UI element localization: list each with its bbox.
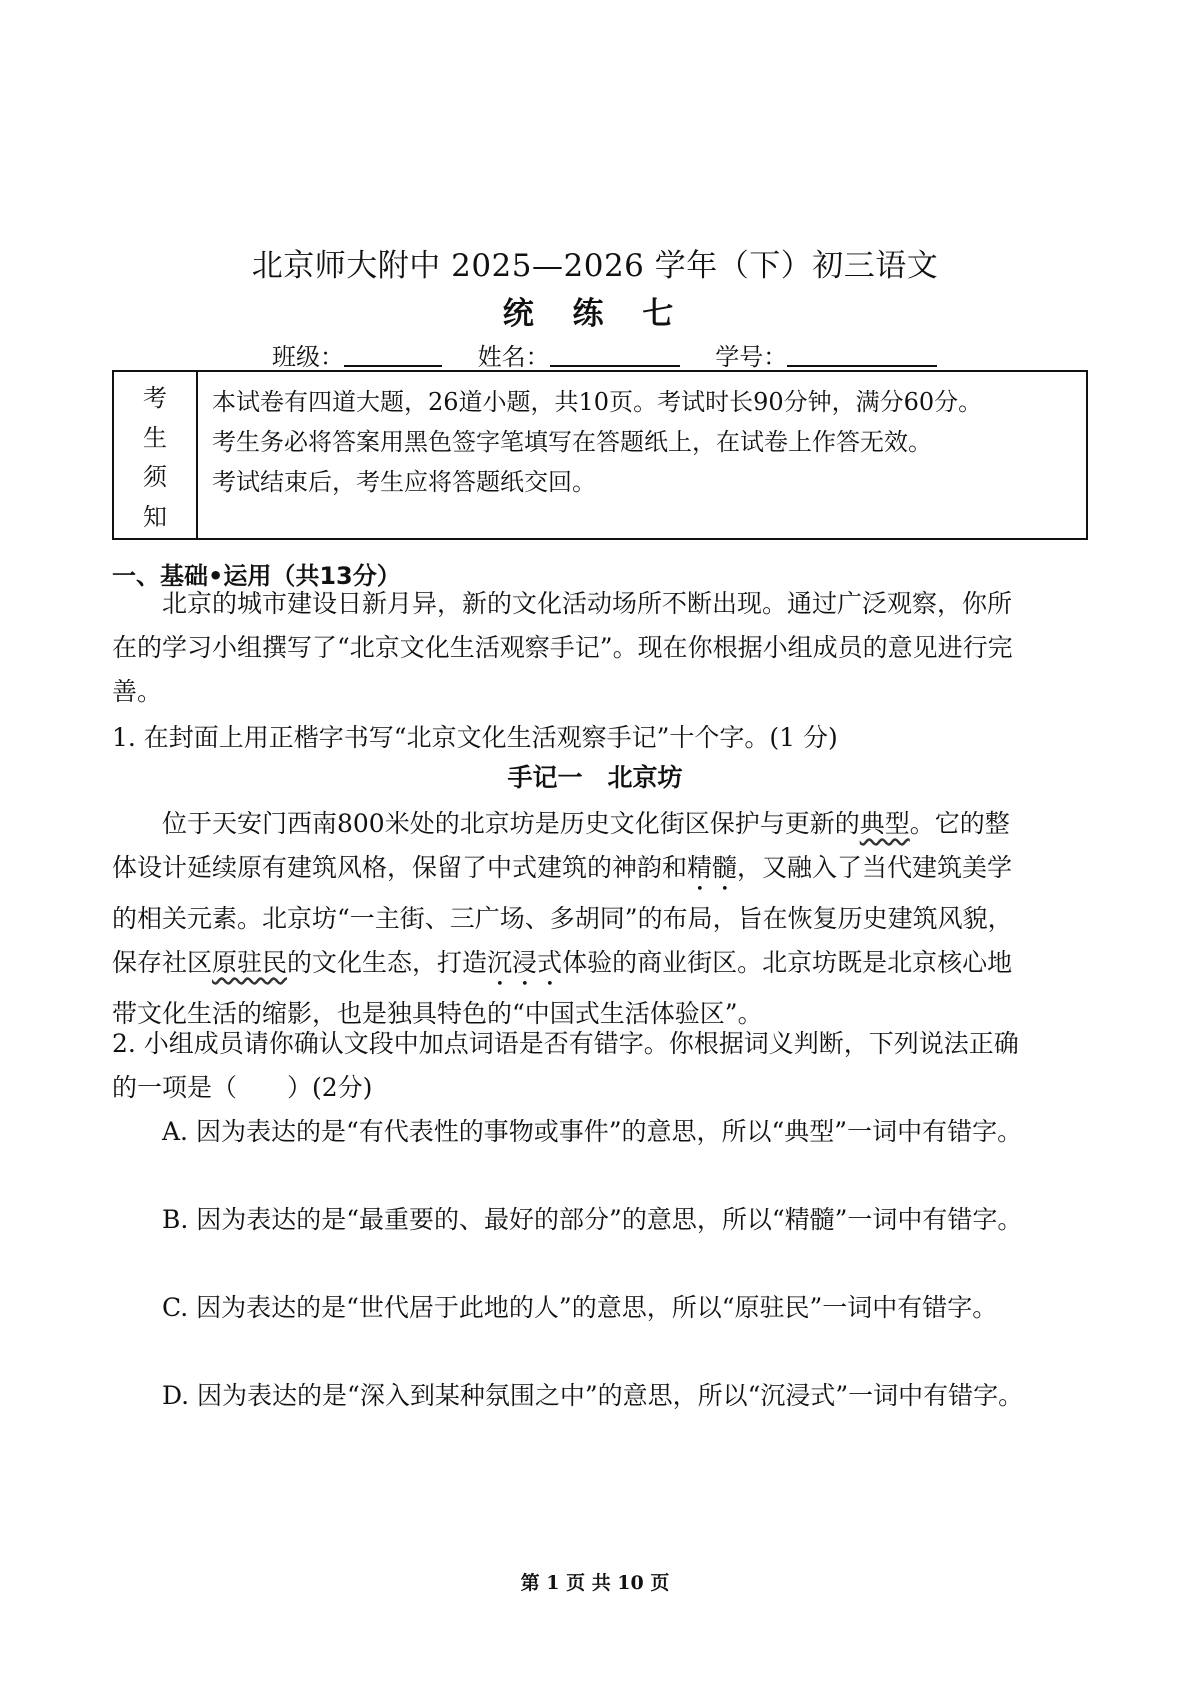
passage <box>112 802 1026 1036</box>
notice-char: 考 <box>143 384 167 413</box>
notice-line: 考试结束后，考生应将答题纸交回。 <box>212 468 596 496</box>
passage-text: 。它的整体设计延续原有建筑风格，保留了中式建筑的神韵和 <box>112 809 1010 882</box>
student-id-label: 学号： <box>715 343 788 371</box>
section-intro: 北京的城市建设日新月异，新的文化活动场所不断出现。通过广泛观察，你所在的学习小组撰写了“北京文化生活观察手记”。现在你根据小组成员的意见进行完善。 <box>112 589 1013 706</box>
class-blank[interactable] <box>344 343 442 367</box>
passage-text: 体验的商业街区。北京坊既是北京核心地带文化生活的缩影，也是独具特色的“中国式生活体验区”。 <box>112 948 1013 1028</box>
question-1: 1. 在封面上用正楷字书写“北京文化生活观察手记”十个字。(1 分) <box>112 723 838 752</box>
marked-word-essence: 精髓 <box>687 853 738 882</box>
notice-char: 生 <box>143 423 167 452</box>
option-c: C. 因为表达的是“世代居于此地的人”的意思，所以“原驻民”一词中有错字。 <box>162 1293 998 1322</box>
exam-notice-box <box>112 370 1088 540</box>
notice-line: 考生务必将答案用黑色签字笔填写在答题纸上，在试卷上作答无效。 <box>212 428 932 456</box>
section-heading: 一、基础•运用（共13分） <box>112 562 401 590</box>
passage-text: 的文化生态，打造 <box>287 948 488 977</box>
notice-char: 须 <box>143 463 167 492</box>
marked-word-typical: 典型 <box>859 809 910 838</box>
note-heading: 手记一 北京坊 <box>507 763 683 792</box>
notice-side-label <box>114 372 198 538</box>
notice-char: 知 <box>143 502 167 531</box>
option-a: A. 因为表达的是“有代表性的事物或事件”的意思，所以“典型”一词中有错字。 <box>162 1117 1023 1146</box>
exam-title: 北京师大附中 2025—2026 学年（下）初三语文 <box>251 248 939 284</box>
page-footer: 第 1 页 共 10 页 <box>520 1572 670 1594</box>
name-label: 姓名： <box>477 343 550 371</box>
marked-word-immersive: 沉浸式 <box>487 948 563 977</box>
passage-text: ，又融入了当代建筑美学的相关元素。北京坊“一主街、三广场、多胡同”的布局，旨在恢复历史建筑风貌，保存社区 <box>112 853 1013 977</box>
question-2: 2. 小组成员请你确认文段中加点词语是否有错字。你根据词义判断，下列说法正确的一项是（ ）(2分) <box>112 1029 1019 1102</box>
name-blank[interactable] <box>550 343 680 367</box>
notice-line: 本试卷有四道大题，26道小题，共10页。考试时长90分钟，满分60分。 <box>212 388 983 416</box>
option-b: B. 因为表达的是“最重要的、最好的部分”的意思，所以“精髓”一词中有错字。 <box>162 1205 1023 1234</box>
marked-word-residents: 原驻民 <box>212 948 288 977</box>
notice-body <box>198 372 1086 538</box>
student-id-blank[interactable] <box>787 343 937 367</box>
class-label: 班级： <box>272 343 344 371</box>
option-d: D. 因为表达的是“深入到某种氛围之中”的意思，所以“沉浸式”一词中有错字。 <box>162 1381 1024 1410</box>
student-info-line <box>272 337 937 372</box>
exam-subtitle: 统 练 七 <box>502 296 688 332</box>
passage-text: 位于天安门西南800米处的北京坊是历史文化街区保护与更新的 <box>162 809 860 838</box>
